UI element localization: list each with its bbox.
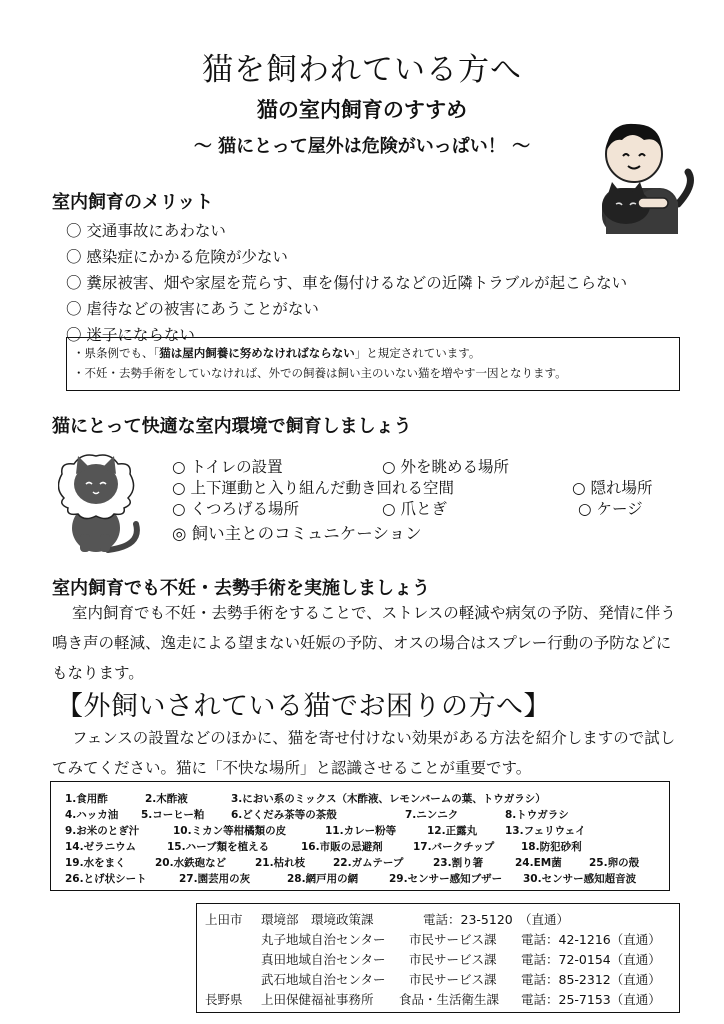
method-item: 28.網戸用の網 — [287, 873, 359, 885]
ordinance-note-box — [66, 337, 680, 391]
method-item: 20.水鉄砲など — [155, 857, 227, 869]
method-item: 26.とげ状シート — [65, 873, 147, 885]
method-item: 16.市販の忌避剤 — [301, 841, 383, 853]
page-title: 猫を飼われている方へ — [202, 52, 522, 88]
note-emphasis: 猫は屋内飼養に努めなければならない — [159, 346, 355, 360]
environment-item: ○ ケージ — [578, 500, 643, 518]
method-item: 13.フェリウェイ — [505, 825, 586, 837]
method-item: 10.ミカン等柑橘類の皮 — [173, 825, 287, 837]
list-item: 〇 迷子にならない — [66, 326, 195, 344]
contact-phone: 電話：23-5120 （直通） — [423, 912, 569, 927]
method-item: 8.トウガラシ — [505, 809, 569, 821]
method-item: 4.ハッカ油 — [65, 809, 119, 821]
contact-section: 市民サービス課 — [409, 952, 497, 967]
contact-dept: 上田保健福祉事務所 — [261, 992, 374, 1007]
list-item: 〇 虐待などの被害にあうことがない — [66, 300, 319, 318]
environment-heading: 猫にとって快適な室内環境で飼育しましょう — [52, 416, 412, 437]
deterrent-methods-box — [50, 781, 670, 891]
contact-org: 上田市 — [205, 912, 243, 927]
method-item: 23.割り箸 — [433, 857, 484, 869]
method-item: 19.水をまく — [65, 857, 126, 869]
merit-heading: 室内飼育のメリット — [52, 192, 214, 213]
environment-item: ○ くつろげる場所 — [172, 500, 299, 518]
environment-item: ○ 爪とぎ — [382, 500, 447, 518]
method-item: 15.ハーブ類を植える — [167, 841, 270, 853]
method-item: 30.センサー感知超音波 — [523, 873, 637, 885]
contact-dept: 真田地域自治センター — [261, 952, 386, 967]
method-item: 25.卵の殻 — [589, 857, 640, 869]
contact-section: 市民サービス課 — [409, 972, 497, 987]
neuter-paragraph: 室内飼育でも不妊・去勢手術をすることで、ストレスの軽減や病気の予防、発情に伴う鳴き声の軽減、逸走による望まない妊娠の予防、オスの場合はスプレー行動の予防などにもなります。 — [52, 604, 676, 682]
list-item: 〇 糞尿被害、畑や家屋を荒らす、車を傷付けるなどの近隣トラブルが起こらない — [66, 274, 628, 292]
note-line-2: ・不妊・去勢手術をしていなければ、外での飼養は飼い主のいない猫を増やす一因となります。 — [73, 366, 567, 380]
contact-phone: 電話：85-2312（直通） — [521, 972, 661, 987]
environment-item: ○ 上下運動と入り組んだ動き回れる空間 — [172, 479, 454, 497]
list-item: 〇 感染症にかかる危険が少ない — [66, 248, 288, 266]
method-item: 1.食用酢 — [65, 793, 108, 805]
note-text: 」と規定されています。 — [354, 346, 481, 360]
method-item: 21.枯れ枝 — [255, 857, 306, 869]
contact-dept: 丸子地域自治センター — [261, 932, 386, 947]
method-item: 17.バークチップ — [413, 841, 495, 853]
note-text: ・県条例でも、「 — [73, 346, 160, 360]
environment-item: ○ トイレの設置 — [172, 458, 283, 476]
list-item: 〇 交通事故にあわない — [66, 222, 226, 240]
method-item: 6.どくだみ茶等の茶殻 — [231, 809, 337, 821]
contact-dept: 環境部 環境政策課 — [261, 912, 374, 927]
cat-with-cone-illustration — [58, 442, 142, 554]
environment-item-emphasis: ◎ 飼い主とのコミュニケーション — [172, 524, 422, 543]
environment-item: ○ 隠れ場所 — [572, 479, 653, 497]
outdoor-paragraph: フェンスの設置などのほかに、猫を寄せ付けない効果がある方法を紹介しますので試してみてください。猫に「不快な場所」と認識させることが重要です。 — [52, 729, 676, 777]
method-item: 7.ニンニク — [405, 809, 459, 821]
method-item: 22.ガムテープ — [333, 857, 404, 869]
note-line-1 — [73, 343, 679, 363]
method-item: 24.EM菌 — [515, 857, 562, 869]
page-subtitle: 猫の室内飼育のすすめ — [256, 98, 468, 122]
contact-section: 食品・生活衛生課 — [399, 992, 500, 1007]
outdoor-heading: 【外飼いされている猫でお困りの方へ】 — [56, 691, 551, 722]
method-item: 29.センサー感知ブザー — [389, 873, 503, 885]
method-item: 27.園芸用の灰 — [179, 873, 251, 885]
merit-list — [66, 218, 627, 348]
method-item: 5.コーヒー粕 — [141, 809, 205, 821]
contact-box — [196, 903, 680, 1013]
contact-phone: 電話：42-1216（直通） — [521, 932, 661, 947]
method-item: 11.カレー粉等 — [325, 825, 397, 837]
neuter-heading: 室内飼育でも不妊・去勢手術を実施しましょう — [52, 578, 430, 599]
contact-org: 長野県 — [205, 992, 243, 1007]
method-item: 12.正露丸 — [427, 825, 478, 837]
environment-item: ○ 外を眺める場所 — [382, 458, 509, 476]
method-item: 2.木酢液 — [145, 793, 188, 805]
method-item: 14.ゼラニウム — [65, 841, 136, 853]
method-item: 3.におい系のミックス（木酢液、レモンバームの葉、トウガラシ） — [231, 793, 546, 805]
contact-dept: 武石地域自治センター — [261, 972, 386, 987]
contact-phone: 電話：72-0154（直通） — [521, 952, 661, 967]
page-tagline: ～ 猫にとって屋外は危険がいっぱい！ ～ — [193, 136, 531, 157]
method-item: 9.お米のとぎ汁 — [65, 825, 140, 837]
contact-section: 市民サービス課 — [409, 932, 497, 947]
method-item: 18.防犯砂利 — [521, 841, 582, 853]
contact-phone: 電話：25-7153（直通） — [521, 992, 661, 1007]
